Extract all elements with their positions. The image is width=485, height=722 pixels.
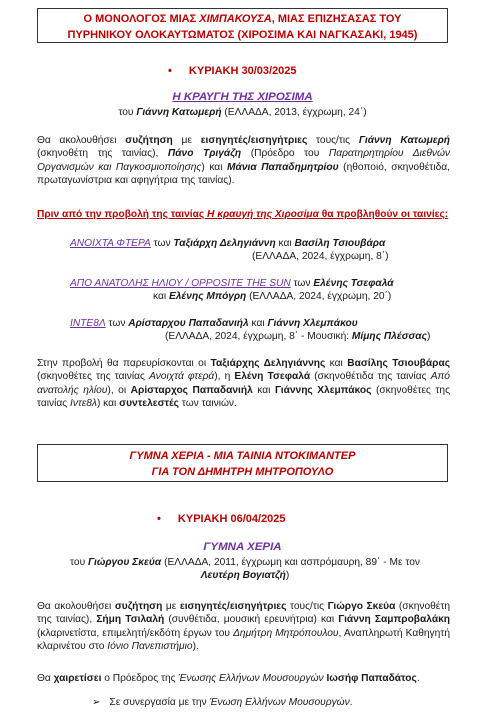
film-byline-2 xyxy=(30,556,460,583)
note-film-name: Η κραυγή της Χιροσίμα xyxy=(207,209,319,220)
bold-text: Γιάννης Χλεμπάκος xyxy=(274,384,372,396)
director-name: Αρίσταρχου Παπαδανιήλ xyxy=(128,318,249,329)
bold-text: Γιώργο Σκεύα xyxy=(327,601,396,612)
date-text: ΚΥΡΙΑΚΗ 30/03/2025 xyxy=(188,65,297,77)
director-name: Βασίλη Τσιουβάρα xyxy=(294,238,386,249)
text: με xyxy=(172,135,201,146)
bold-text: συζήτηση xyxy=(114,601,163,612)
short-film-2 xyxy=(70,277,450,304)
event-title-box xyxy=(37,8,448,43)
text: και xyxy=(275,238,295,249)
text: Στην προβολή θα παρευρίσκονται οι xyxy=(37,358,211,369)
text: και xyxy=(252,384,275,396)
film-title-2 xyxy=(0,540,485,555)
text: ), η xyxy=(214,371,235,383)
greeting-line xyxy=(37,672,457,685)
film-details: (ΕΛΛΑΔΑ, 2024, έγχρωμη, 8΄) xyxy=(252,251,389,263)
italic-text: Ιντε8λ xyxy=(70,398,97,410)
film-byline-1 xyxy=(0,106,485,119)
note-text: θα προβληθούν οι ταινίες: xyxy=(318,209,449,220)
note-text: Πριν από την προβολή της ταινίας xyxy=(37,209,207,220)
italic-text: Ιόνιο Πανεπιστήμιο xyxy=(107,641,193,653)
title-italic-name: ΧΙΜΠΑΚΟΥΣΑ xyxy=(199,13,272,25)
president-name: Ιωσήφ Παπαδάτος xyxy=(323,673,417,684)
date-heading-1 xyxy=(168,64,297,79)
short-film-link[interactable]: ΙΝΤΕ8Λ xyxy=(70,318,106,329)
bullet-icon: • xyxy=(168,65,172,77)
film-title-text: ΓΥΜΝΑ ΧΕΡΙΑ xyxy=(203,541,282,553)
film-title-1 xyxy=(0,90,485,105)
bold-text: συντελεστές xyxy=(119,398,179,410)
director-name: Γιώργου Σκεύα xyxy=(87,557,162,568)
organization-name: Ένωση Ελλήνων Μουσουργών xyxy=(209,697,350,708)
composer-name: Μίμης Πλέσσας xyxy=(351,331,427,343)
title-text: , ΜΙΑΣ ΕΠΙΖΗΣΑΣΑΣ ΤΟΥ xyxy=(271,13,402,25)
text: (σκηνοθέτιδα της ταινίας xyxy=(310,371,431,383)
text: ) και xyxy=(201,161,228,173)
text: ) και xyxy=(96,398,120,410)
speaker-name: Πάνο Τριγάζη xyxy=(167,148,242,160)
documentary-title-line2: ΓΙΑ ΤΟΝ ΔΗΜΗΤΡΗ ΜΗΤΡΟΠΟΥΛΟ xyxy=(151,465,334,478)
text: τους/τις xyxy=(307,135,359,146)
documentary-title-line1: ΓΥΜΝΑ ΧΕΡΙΑ - ΜΙΑ ΤΑΙΝΙΑ ΝΤΟΚΙΜΑΝΤΕΡ xyxy=(129,450,356,462)
discussion-paragraph-1 xyxy=(37,134,450,188)
bold-text: συζήτηση xyxy=(125,135,173,146)
short-film-link[interactable]: ΑΝΟΙΧΤΑ ΦΤΕΡΑ xyxy=(70,238,151,249)
speaker-name: Γιάννη Κατωμερή xyxy=(358,135,451,146)
text: ) xyxy=(426,331,431,343)
text: Σε συνεργασία με την xyxy=(109,697,210,708)
bold-text: Βασίλης Τσιουβάρας xyxy=(347,358,450,369)
text: (Πρόεδρο του xyxy=(241,148,329,160)
text: , Αναπληρωτή Καθηγητή κλαρινέτου στο xyxy=(37,627,450,653)
text: με xyxy=(162,601,180,612)
text: και xyxy=(325,358,348,369)
italic-text: Δημήτρη Μητρόπουλου xyxy=(233,627,339,639)
byline-text: (ΕΛΛΑΔΑ, 2011, έγχρωμη και ασπρόμαυρη, 89΄ - Με τον xyxy=(161,557,420,568)
text: των xyxy=(150,238,174,249)
text: και xyxy=(153,291,169,303)
italic-text: Ανοιχτά φτερά xyxy=(149,371,215,383)
text: (σκηνοθέτη της ταινίας), xyxy=(37,148,168,160)
text: ) xyxy=(285,570,290,582)
speaker-name: Μάνια Παπαδημητρίου xyxy=(227,161,339,173)
arrow-bullet-icon: ➢ xyxy=(92,697,101,708)
bullet-icon: • xyxy=(157,513,161,525)
text: . xyxy=(349,697,353,708)
bold-text: Ταξιάρχης Δεληγιάννης xyxy=(210,358,326,369)
byline-text: (ΕΛΛΑΔΑ, 2013, έγχρωμη, 24΄) xyxy=(221,107,367,118)
text: και xyxy=(248,318,268,329)
bold-text: Αρίσταρχος Παπαδανιήλ xyxy=(130,384,253,396)
organization-name: Ένωσης Ελλήνων Μουσουργών xyxy=(178,673,324,684)
date-heading-2 xyxy=(157,512,286,527)
film-details: (ΕΛΛΑΔΑ, 2024, έγχρωμη, 20΄) xyxy=(246,291,392,303)
text: των xyxy=(105,318,129,329)
discussion-paragraph-2 xyxy=(37,600,450,654)
collaboration-line xyxy=(92,696,452,709)
director-name: Ταξιάρχη Δεληγιάννη xyxy=(173,238,276,249)
event-title-line1 xyxy=(38,12,447,28)
presence-paragraph xyxy=(37,357,450,411)
actor-name: Λευτέρη Βογιατζή xyxy=(200,570,286,582)
director-name: Ελένης Μπόγρη xyxy=(168,291,247,303)
bold-text: εισηγητές/εισηγήτριες xyxy=(179,601,287,612)
text: Θα ακολουθήσει xyxy=(37,601,115,612)
date-text: ΚΥΡΙΑΚΗ 06/04/2025 xyxy=(177,513,286,525)
short-film-3 xyxy=(70,317,450,344)
director-name: Ελένης Τσεφαλά xyxy=(313,278,394,289)
byline-text: του xyxy=(118,107,137,118)
title-text: Ο ΜΟΝΟΛΟΓΟΣ ΜΙΑΣ xyxy=(83,13,200,25)
text: ο Πρόεδρος της xyxy=(101,673,179,684)
italic-text: Από ανατολής ηλίου xyxy=(37,371,450,396)
director-name: Γιάννη Χλεμπάκου xyxy=(267,318,358,329)
bold-text: Σήμη Τσιλαλή xyxy=(96,614,165,626)
byline-text: του xyxy=(70,557,88,568)
text: (συνθέτιδα, μουσική ερευνήτρια) και xyxy=(164,614,339,626)
director-name: Γιάννη Κατωμερή xyxy=(136,107,222,118)
text: (σκηνοθέτες της ταινίας xyxy=(37,371,150,383)
text: των ταινιών. xyxy=(178,398,237,410)
bold-text: εισηγητές/εισηγήτριες xyxy=(200,135,308,146)
text: (σκηνοθέτες της ταινίας xyxy=(37,384,450,410)
text: ). xyxy=(192,641,199,653)
text: ), οι xyxy=(107,384,131,396)
text: (ηθοποιό, σκηνοθέτιδα, πρωταγωνίστρια και αφηγήτρια της ταινίας). xyxy=(37,161,450,187)
film-title-text: Η ΚΡΑΥΓΗ ΤΗΣ ΧΙΡΟΣΙΜΑ xyxy=(172,91,313,103)
text: τους/τις xyxy=(286,601,328,612)
bold-text: Ελένη Τσεφαλά xyxy=(234,371,311,383)
text: Θα ακολουθήσει xyxy=(37,135,126,146)
text: Θα xyxy=(37,673,54,684)
text: των xyxy=(290,278,314,289)
bold-text: Γιάννη Σαμπροβαλάκη xyxy=(338,614,450,626)
documentary-title-box xyxy=(37,444,448,482)
text: . xyxy=(416,673,420,684)
text: (σκηνοθέτη της ταινίας), xyxy=(37,601,451,626)
short-film-1 xyxy=(70,237,450,264)
event-title-line2: ΠΥΡΗΝΙΚΟΥ ΟΛΟΚΑΥΤΩΜΑΤΟΣ (ΧΙΡΟΣΙΜΑ ΚΑΙ ΝΑΓΚΑΣΑΚΙ, 1945) xyxy=(67,28,418,41)
organization-name: Παρατηρητηρίου Διεθνών Οργανισμών και Παγκοσμιοποίησης xyxy=(37,148,450,173)
film-details: (ΕΛΛΑΔΑ, 2024, έγχρωμη, 8΄ - Μουσική: xyxy=(165,331,352,343)
text: (κλαρινετίστα, επιμελητή/εκδότη έργων του xyxy=(37,627,234,639)
short-film-link[interactable]: ΑΠΟ ΑΝΑΤΟΛΗΣ ΗΛΙΟΥ / OPPOSITE THE SUN xyxy=(70,278,291,289)
before-screening-note xyxy=(37,208,457,221)
bold-text: χαιρετίσει xyxy=(53,673,102,684)
